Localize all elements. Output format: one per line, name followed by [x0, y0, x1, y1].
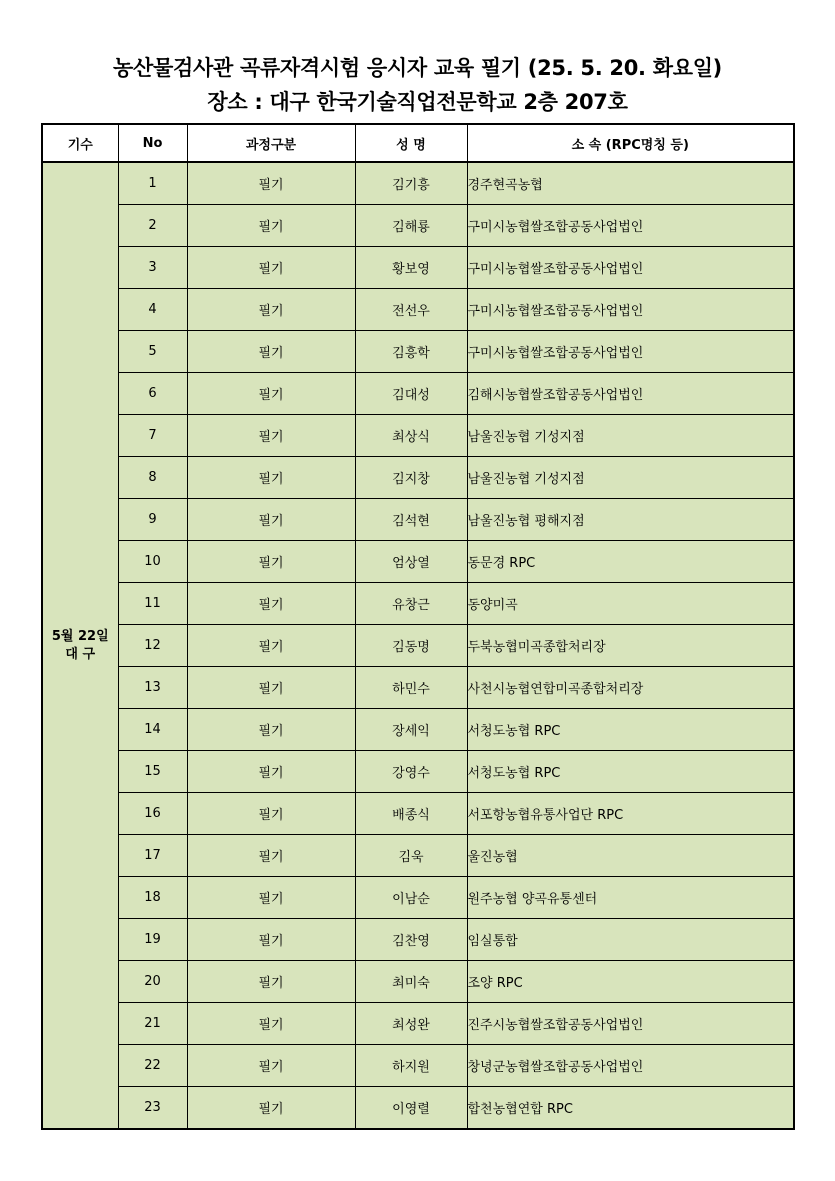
table-row: [42, 1045, 794, 1087]
row-number: 7: [118, 415, 187, 457]
row-number: 10: [118, 541, 187, 583]
table-row: [42, 625, 794, 667]
row-number: 19: [118, 919, 187, 961]
table-row: [42, 457, 794, 499]
row-number: 14: [118, 709, 187, 751]
applicant-name: 하지원: [355, 1045, 467, 1087]
table-row: [42, 247, 794, 289]
course-type: 필기: [187, 1003, 355, 1045]
applicant-name: 이남순: [355, 877, 467, 919]
course-type: 필기: [187, 709, 355, 751]
course-type: 필기: [187, 205, 355, 247]
affiliation: 구미시농협쌀조합공동사업법인: [467, 205, 794, 247]
affiliation: 구미시농협쌀조합공동사업법인: [467, 247, 794, 289]
table-row: [42, 541, 794, 583]
affiliation: 남울진농협 기성지점: [467, 415, 794, 457]
affiliation: 합천농협연합 RPC: [467, 1087, 794, 1130]
affiliation: 두북농협미곡종합처리장: [467, 625, 794, 667]
table-row: [42, 415, 794, 457]
course-type: 필기: [187, 877, 355, 919]
table-body: [42, 162, 794, 1129]
header-course: 과정구분: [187, 124, 355, 162]
table-row: [42, 499, 794, 541]
affiliation: 서청도농협 RPC: [467, 751, 794, 793]
affiliation: 창녕군농협쌀조합공동사업법인: [467, 1045, 794, 1087]
table-row: [42, 667, 794, 709]
row-number: 20: [118, 961, 187, 1003]
course-type: 필기: [187, 162, 355, 205]
row-number: 15: [118, 751, 187, 793]
table-header-row: [42, 124, 794, 162]
applicant-name: 최성완: [355, 1003, 467, 1045]
affiliation: 임실통합: [467, 919, 794, 961]
table-row: [42, 751, 794, 793]
affiliation: 경주현곡농협: [467, 162, 794, 205]
course-type: 필기: [187, 667, 355, 709]
row-number: 3: [118, 247, 187, 289]
affiliation: 울진농협: [467, 835, 794, 877]
course-type: 필기: [187, 583, 355, 625]
row-number: 8: [118, 457, 187, 499]
page-title: 농산물검사관 곡류자격시험 응시자 교육 필기 (25. 5. 20. 화요일): [113, 56, 722, 80]
course-type: 필기: [187, 247, 355, 289]
table-row: [42, 793, 794, 835]
course-type: 필기: [187, 457, 355, 499]
affiliation: 동문경 RPC: [467, 541, 794, 583]
applicant-name: 김욱: [355, 835, 467, 877]
affiliation: 서포항농협유통사업단 RPC: [467, 793, 794, 835]
row-number: 2: [118, 205, 187, 247]
course-type: 필기: [187, 289, 355, 331]
applicant-name: 김동명: [355, 625, 467, 667]
applicant-name: 이영렬: [355, 1087, 467, 1130]
header-org: 소 속 (RPC명칭 등): [467, 124, 794, 162]
affiliation: 진주시농협쌀조합공동사업법인: [467, 1003, 794, 1045]
applicant-name: 하민수: [355, 667, 467, 709]
row-number: 9: [118, 499, 187, 541]
affiliation: 남울진농협 평해지점: [467, 499, 794, 541]
applicant-name: 김지창: [355, 457, 467, 499]
affiliation: 원주농협 양곡유통센터: [467, 877, 794, 919]
table-row: [42, 289, 794, 331]
applicant-name: 유창근: [355, 583, 467, 625]
affiliation: 동양미곡: [467, 583, 794, 625]
course-type: 필기: [187, 499, 355, 541]
table-row: [42, 162, 794, 205]
course-type: 필기: [187, 541, 355, 583]
applicant-table: [41, 123, 795, 1130]
row-number: 13: [118, 667, 187, 709]
session-place: 대 구: [65, 646, 96, 662]
header-name: 성 명: [355, 124, 467, 162]
table-row: [42, 1003, 794, 1045]
course-type: 필기: [187, 1045, 355, 1087]
table-row: [42, 583, 794, 625]
venue-subtitle: 장소 : 대구 한국기술직업전문학교 2층 207호: [207, 90, 628, 114]
applicant-name: 김흥학: [355, 331, 467, 373]
course-type: 필기: [187, 961, 355, 1003]
row-number: 23: [118, 1087, 187, 1130]
course-type: 필기: [187, 793, 355, 835]
header-no: No: [118, 124, 187, 162]
table-row: [42, 709, 794, 751]
applicant-name: 황보영: [355, 247, 467, 289]
row-number: 6: [118, 373, 187, 415]
applicant-name: 최미숙: [355, 961, 467, 1003]
affiliation: 서청도농협 RPC: [467, 709, 794, 751]
applicant-name: 김대성: [355, 373, 467, 415]
table-row: [42, 331, 794, 373]
row-number: 16: [118, 793, 187, 835]
row-number: 21: [118, 1003, 187, 1045]
applicant-name: 김석현: [355, 499, 467, 541]
applicant-name: 엄상열: [355, 541, 467, 583]
course-type: 필기: [187, 625, 355, 667]
table-row: [42, 1087, 794, 1130]
row-number: 18: [118, 877, 187, 919]
applicant-name: 김해룡: [355, 205, 467, 247]
header-session: 기수: [42, 124, 118, 162]
applicant-name: 최상식: [355, 415, 467, 457]
applicant-name: 전선우: [355, 289, 467, 331]
table-row: [42, 205, 794, 247]
course-type: 필기: [187, 373, 355, 415]
applicant-name: 장세익: [355, 709, 467, 751]
affiliation: 사천시농협연합미곡종합처리장: [467, 667, 794, 709]
course-type: 필기: [187, 751, 355, 793]
row-number: 22: [118, 1045, 187, 1087]
affiliation: 김해시농협쌀조합공동사업법인: [467, 373, 794, 415]
applicant-name: 김기흥: [355, 162, 467, 205]
course-type: 필기: [187, 919, 355, 961]
session-date: 5월 22일: [51, 628, 109, 644]
affiliation: 구미시농협쌀조합공동사업법인: [467, 289, 794, 331]
course-type: 필기: [187, 1087, 355, 1130]
table-row: [42, 373, 794, 415]
table-row: [42, 919, 794, 961]
affiliation: 남울진농협 기성지점: [467, 457, 794, 499]
row-number: 1: [118, 162, 187, 205]
course-type: 필기: [187, 331, 355, 373]
affiliation: 조양 RPC: [467, 961, 794, 1003]
course-type: 필기: [187, 835, 355, 877]
table-row: [42, 835, 794, 877]
applicant-name: 강영수: [355, 751, 467, 793]
row-number: 12: [118, 625, 187, 667]
session-cell: [42, 162, 118, 1129]
row-number: 4: [118, 289, 187, 331]
affiliation: 구미시농협쌀조합공동사업법인: [467, 331, 794, 373]
course-type: 필기: [187, 415, 355, 457]
applicant-name: 김찬영: [355, 919, 467, 961]
table-row: [42, 877, 794, 919]
row-number: 11: [118, 583, 187, 625]
row-number: 17: [118, 835, 187, 877]
table-row: [42, 961, 794, 1003]
row-number: 5: [118, 331, 187, 373]
applicant-name: 배종식: [355, 793, 467, 835]
